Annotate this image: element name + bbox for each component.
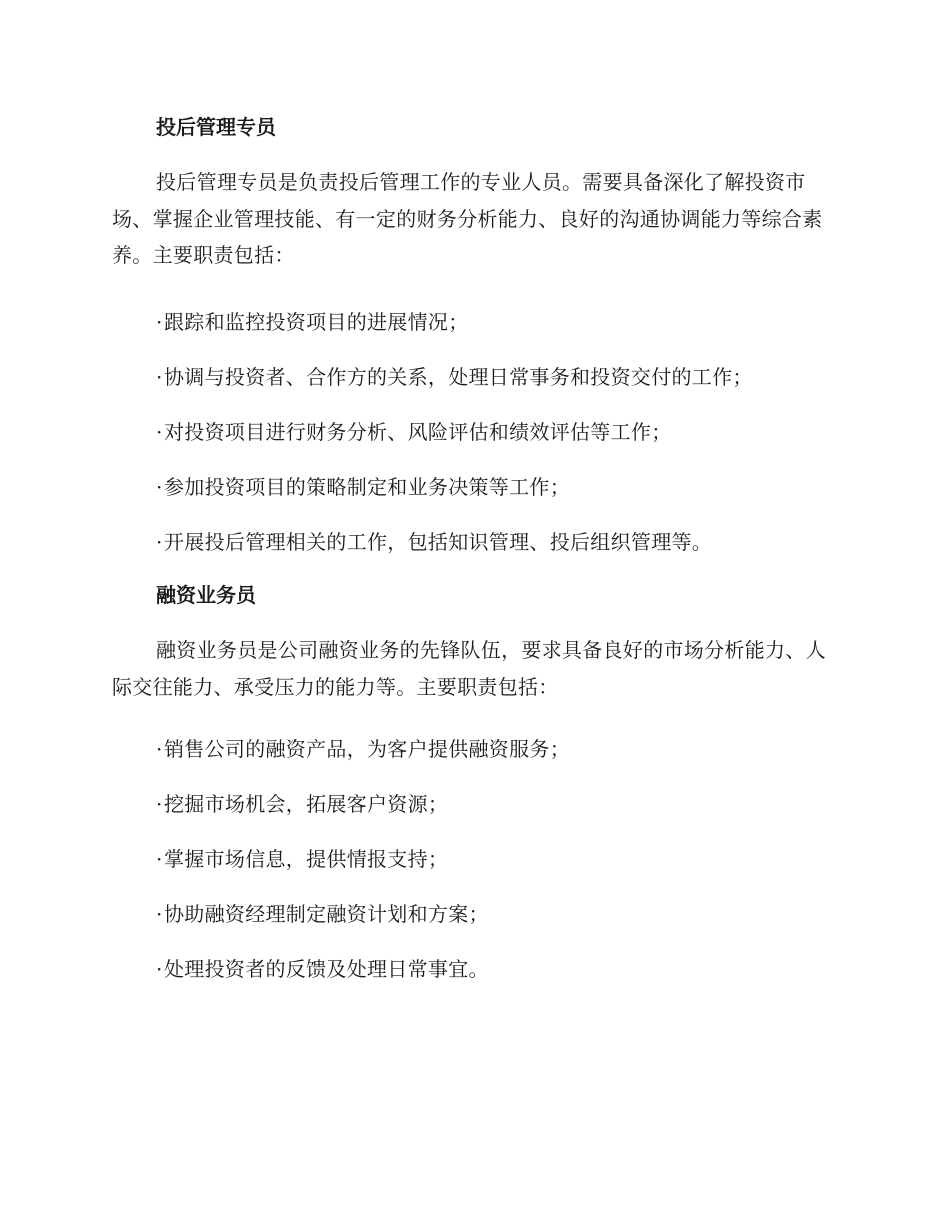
bullet-symbol: · bbox=[156, 957, 163, 981]
bullet-item bbox=[156, 419, 672, 445]
bullet-text: 对投资项目进行财务分析、风险评估和绩效评估等工作； bbox=[164, 420, 672, 444]
bullet-text: 跟踪和监控投资项目的进展情况； bbox=[164, 310, 469, 334]
bullet-item bbox=[156, 846, 448, 872]
bullet-item bbox=[156, 736, 570, 762]
bullet-item bbox=[156, 364, 753, 390]
section-heading-financing: 融资业务员 bbox=[156, 583, 256, 607]
section-heading-post-investment: 投后管理专员 bbox=[156, 115, 276, 139]
bullet-item bbox=[156, 791, 448, 817]
bullet-text: 处理投资者的反馈及处理日常事宜。 bbox=[164, 957, 489, 981]
section-paragraph-financing: 融资业务员是公司融资业务的先锋队伍，要求具备良好的市场分析能力、人际交往能力、承受压力的能力等。主要职责包括： bbox=[112, 638, 826, 699]
bullet-text: 参加投资项目的策略制定和业务决策等工作； bbox=[164, 475, 570, 499]
bullet-symbol: · bbox=[156, 902, 163, 926]
bullet-text: 协助融资经理制定融资计划和方案； bbox=[164, 902, 489, 926]
bullet-symbol: · bbox=[156, 737, 163, 761]
bullet-symbol: · bbox=[156, 792, 163, 816]
bullet-symbol: · bbox=[156, 530, 163, 554]
bullet-symbol: · bbox=[156, 310, 163, 334]
bullet-text: 开展投后管理相关的工作，包括知识管理、投后组织管理等。 bbox=[164, 530, 713, 554]
bullet-text: 销售公司的融资产品，为客户提供融资服务； bbox=[164, 737, 570, 761]
bullet-symbol: · bbox=[156, 847, 163, 871]
bullet-item bbox=[156, 529, 712, 555]
bullet-text: 掌握市场信息，提供情报支持； bbox=[164, 847, 449, 871]
bullet-item bbox=[156, 901, 489, 927]
bullet-symbol: · bbox=[156, 365, 163, 389]
bullet-symbol: · bbox=[156, 475, 163, 499]
bullet-text: 协调与投资者、合作方的关系，处理日常事务和投资交付的工作； bbox=[164, 365, 753, 389]
bullet-item bbox=[156, 309, 469, 335]
bullet-item bbox=[156, 956, 489, 982]
bullet-item bbox=[156, 474, 570, 500]
bullet-symbol: · bbox=[156, 420, 163, 444]
section-paragraph-post-investment: 投后管理专员是负责投后管理工作的专业人员。需要具备深化了解投资市场、掌握企业管理技能、有一定的财务分析能力、良好的沟通协调能力等综合素养。主要职责包括： bbox=[112, 170, 823, 267]
bullet-text: 挖掘市场机会，拓展客户资源； bbox=[164, 792, 449, 816]
